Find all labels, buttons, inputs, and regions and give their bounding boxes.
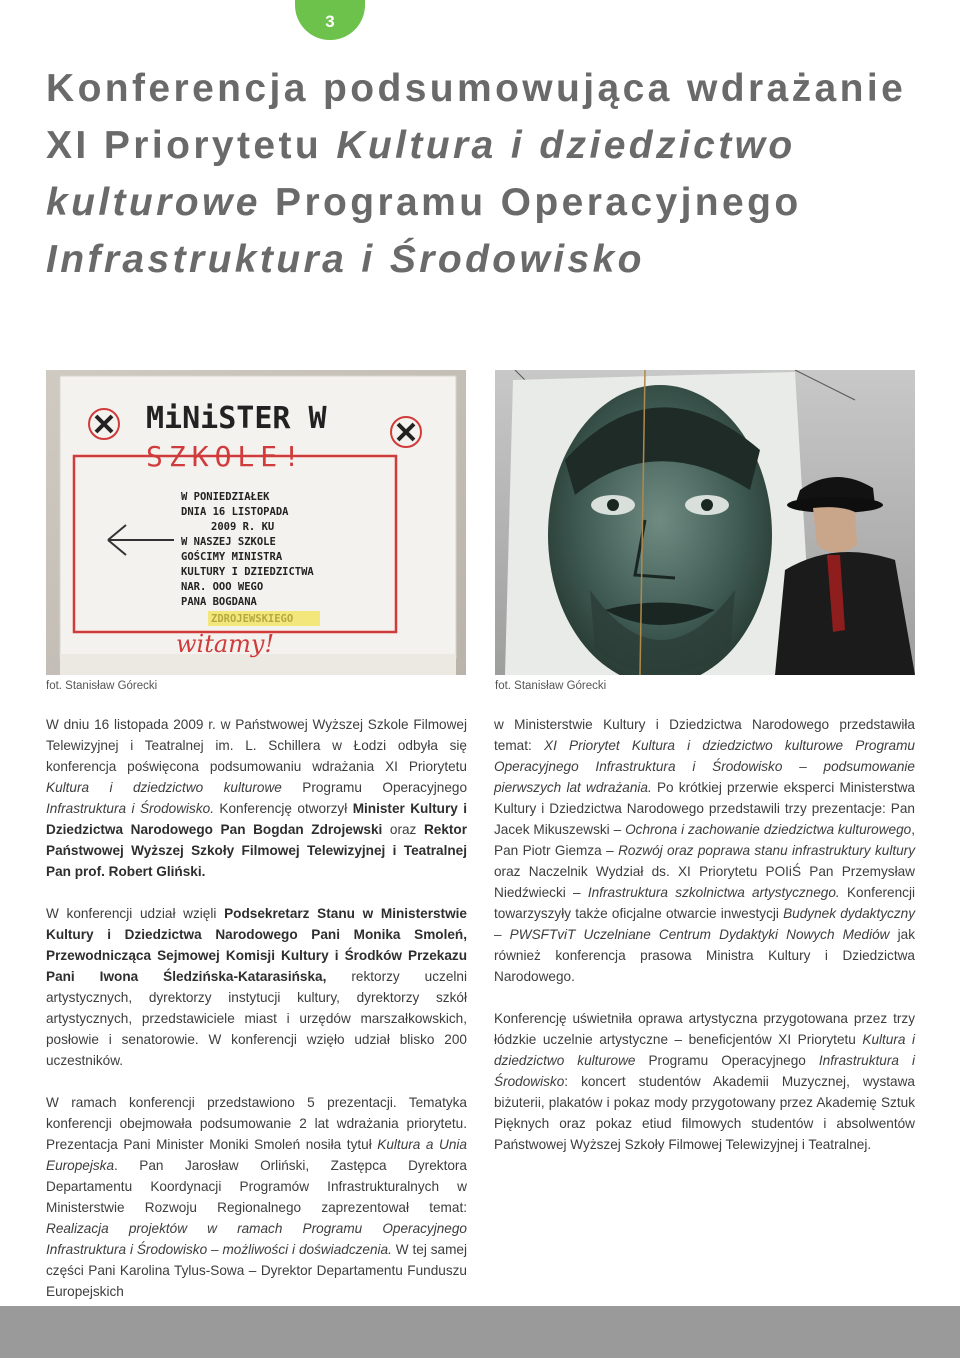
italic-text-run: Realizacja projektów w ramach Programu Operacyjnego Infrastruktura i Środowisko – możliwości i doświadczenia. xyxy=(46,1221,467,1257)
left-paragraph-1 xyxy=(46,714,467,882)
sign-line: DNIA 16 LISTOPADA xyxy=(181,506,289,518)
italic-text-run: Kultura i dziedzictwo kulturowe xyxy=(494,1032,915,1068)
text-run: oraz Naczelnik Wydział ds. XI Priorytetu POIiŚ Pan Przemysław Niedźwiecki – xyxy=(494,864,915,900)
photo-portrait-banner xyxy=(495,370,915,675)
text-run: , Pan Piotr Giemza – xyxy=(494,822,915,858)
text-run: Po krótkiej przerwie eksperci Ministerstwa Kultury i Dziedzictwa Narodowego przedstawili trzy prezentacje: Pan Jacek Mikuszewski – xyxy=(494,780,915,837)
italic-text-run: Ochrona i zachowanie dziedzictwa kulturowego xyxy=(625,822,912,837)
sign-title-1: MiNiSTER W xyxy=(146,401,327,436)
sign-title-2: SZKOLE! xyxy=(146,440,307,473)
right-text-column xyxy=(494,714,915,1176)
sign-line: GOŚCIMY MINISTRA xyxy=(181,551,283,563)
title-italic-segment: kulturowe xyxy=(46,181,261,224)
bold-text-run: Podsekretarz Stanu w Ministerstwie Kultury i Dziedzictwa Narodowego Pani Monika Smoleń, Przewodnicząca Sejmowej Komisji Kultury i Środków Przekazu Pani Iwona Śledzińska-Katarasińska, xyxy=(46,906,467,984)
italic-text-run: Budynek dydaktyczny – PWSFTviT Uczelniane Centrum Dydaktyki Nowych Mediów xyxy=(494,906,915,942)
sign-line: KULTURY I DZIEDZICTWA xyxy=(181,566,314,578)
italic-text-run: Infrastruktura i Środowisko. xyxy=(46,801,214,816)
title-line-1: Konferencja podsumowująca wdrażanie xyxy=(46,67,907,110)
title-line-2 xyxy=(46,117,926,174)
left-paragraph-3 xyxy=(46,1092,467,1302)
text-run: Konferencję uświetniła oprawa artystyczna przygotowana przez trzy łódzkie uczelnie artystyczne – beneficjentów XI Priorytetu xyxy=(494,1011,915,1047)
text-run: Konferencję otworzył xyxy=(214,801,353,816)
title-italic-segment: Kultura i dziedzictwo xyxy=(336,124,796,167)
photo-minister-poster xyxy=(46,370,466,675)
sign-line: 2009 R. KU xyxy=(211,521,275,533)
photo-caption-left: fot. Stanisław Górecki xyxy=(46,680,158,692)
bold-text-run: Minister Kultury i Dziedzictwa Narodowego Pan Bogdan Zdrojewski xyxy=(46,801,468,837)
text-run: W ramach konferencji przedstawiono 5 prezentacji. Tematyka konferencji obejmowała podsumowanie 2 lat wdrażania priorytetu. Prezentacja Pani Minister Moniki Smoleń nosiła tytuł xyxy=(46,1095,467,1152)
italic-text-run: Kultura a Unia Europejska xyxy=(46,1137,467,1173)
text-run: Programu Operacyjnego xyxy=(281,780,468,795)
photo-caption-right: fot. Stanisław Górecki xyxy=(495,680,607,692)
text-run: Programu Operacyjnego xyxy=(635,1053,819,1068)
title-segment: XI Priorytetu xyxy=(46,124,337,167)
text-run: W tej samej części Pani Karolina Tylus-Sowa – Dyrektor Departamentu Funduszu Europejskich xyxy=(46,1242,467,1299)
title-line-4 xyxy=(46,231,926,288)
italic-text-run: Infrastruktura i Środowisko xyxy=(494,1053,915,1089)
right-paragraph-1 xyxy=(494,714,915,987)
text-run: jak również konferencja prasowa Ministra Kultury i Dziedzictwa Narodowego. xyxy=(494,927,916,984)
bold-text-run: Rektor Państwowej Wyższej Szkoły Filmowej Telewizyjnej i Teatralnej Pan prof. Robert Gliński. xyxy=(46,822,467,879)
left-paragraph-2 xyxy=(46,903,467,1071)
right-paragraph-2 xyxy=(494,1008,915,1155)
text-run: : koncert studentów Akademii Muzycznej, wystawa biżuterii, plakatów i pokaz mody przygotowany przez Akademię Sztuk Pięknych oraz pokaz etiud filmowych studentów i absolwentów Państwowej Wyższej Szkoły Filmowej Telewizyjnej i Teatralnej. xyxy=(494,1074,915,1152)
sign-line: W NASZEJ SZKOLE xyxy=(181,536,276,548)
text-run: W dniu 16 listopada 2009 r. w Państwowej Wyższej Szkole Filmowej Telewizyjnej i Teatralnej im. L. Schillera w Łodzi odbyła się konferencja poświęcona podsumowaniu wdrażania XI Priorytetu xyxy=(46,717,467,774)
title-line-3 xyxy=(46,174,926,231)
title-italic-segment: Infrastruktura i Środowisko xyxy=(46,238,645,281)
page-number-badge: 3 xyxy=(295,0,365,40)
text-run: . Pan Jarosław Orliński, Zastępca Dyrektora Departamentu Koordynacji Programów Infrastrukturalnych w Ministerstwie Rozwoju Regionalnego zaprezentował temat: xyxy=(46,1158,467,1215)
text-run: rektorzy uczelni artystycznych, dyrektorzy instytucji kultury, dyrektorzy szkół artystycznych, przedstawiciele miast i urzędów marszałkowskich, posłowie i senatorowie. W konferencji wzięło udział blisko 200 uczestników. xyxy=(46,969,467,1068)
footer-bar xyxy=(0,1306,960,1358)
left-text-column xyxy=(46,714,467,1323)
banner-image xyxy=(495,370,915,675)
italic-text-run: Rozwój oraz poprawa stanu infrastruktury kultury xyxy=(618,843,916,858)
text-run: W konferencji udział wzięli xyxy=(46,906,225,921)
text-run: Konferencji towarzyszyły także oficjalne otwarcie inwestycji xyxy=(494,885,915,921)
italic-text-run: XI Priorytet Kultura i dziedzictwo kulturowe Programu Operacyjnego Infrastruktura i Środowisko – podsumowanie pierwszych lat wdrażania. xyxy=(494,738,915,795)
sign-line: W PONIEDZIAŁEK xyxy=(181,491,270,503)
text-run: w Ministerstwie Kultury i Dziedzictwa Narodowego przedstawiła temat: xyxy=(494,717,915,753)
sign-bottom: witamy! xyxy=(176,630,275,658)
italic-text-run: Kultura i dziedzictwo kulturowe xyxy=(46,780,282,795)
sign-line: NAR. OOO WEGO xyxy=(181,581,264,593)
sign-line: PANA BOGDANA xyxy=(181,596,257,608)
article-title xyxy=(46,60,926,288)
title-segment: Programu Operacyjnego xyxy=(260,181,802,224)
poster-image xyxy=(46,370,466,675)
italic-text-run: Infrastruktura szkolnictwa artystycznego. xyxy=(587,885,840,900)
text-run: oraz xyxy=(382,822,424,837)
